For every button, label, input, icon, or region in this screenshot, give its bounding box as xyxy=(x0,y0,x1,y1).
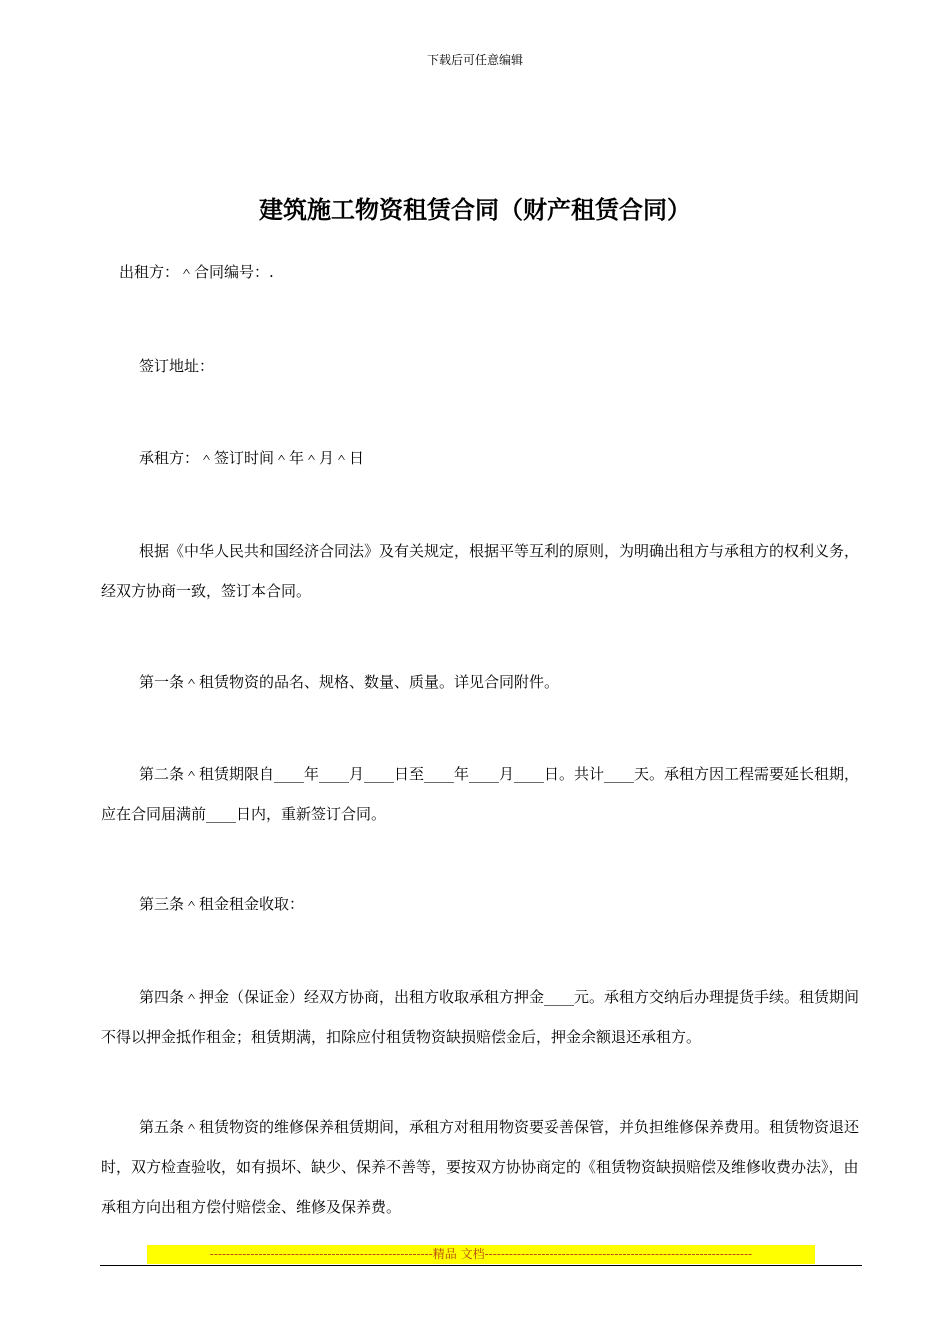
paragraph-article-5: 第五条＾租赁物资的维修保养租赁期间，承租方对租用物资要妥善保管，并负担维修保养费用。租赁物资退还时，双方检查验收，如有损坏、缺少、保养不善等，要按双方协协商定的《租赁物资缺损赔偿及维修收费办法》，由承租方向出租方偿付赔偿金、维修及保养费。 xyxy=(101,1118,860,1216)
header-note: 下载后可任意编辑 xyxy=(426,53,523,67)
paragraph-signing-address: 签订地址： xyxy=(139,357,215,375)
paragraph-lessor: 出租方：＾合同编号：. xyxy=(119,263,274,281)
paragraph-lessee: 承租方：＾签订时间＾年＾月＾日 xyxy=(139,449,365,467)
footer-banner: -------------------------------------------------------精品 文档------------------------------------------------------------------ xyxy=(147,1245,815,1264)
document-title: 建筑施工物资租赁合同（财产租赁合同） xyxy=(259,195,691,224)
paragraph-article-3: 第三条＾租金租金收取： xyxy=(139,895,305,913)
paragraph-preamble: 根据《中华人民共和国经济合同法》及有关规定，根据平等互利的原则，为明确出租方与承租方的权利义务，经双方协商一致，签订本合同。 xyxy=(101,542,860,600)
paragraph-article-2: 第二条＾租赁期限自____年____月____日至____年____月____日。共计____天。承租方因工程需要延长租期，应在合同届满前____日内，重新签订合同。 xyxy=(101,765,860,823)
footer-rule xyxy=(100,1265,862,1266)
paragraph-article-1: 第一条＾租赁物资的品名、规格、数量、质量。详见合同附件。 xyxy=(139,673,560,691)
paragraph-article-4: 第四条＾押金（保证金）经双方协商，出租方收取承租方押金____元。承租方交纳后办理提货手续。租赁期间不得以押金抵作租金；租赁期满，扣除应付租赁物资缺损赔偿金后，押金余额退还承租方。 xyxy=(101,988,860,1046)
